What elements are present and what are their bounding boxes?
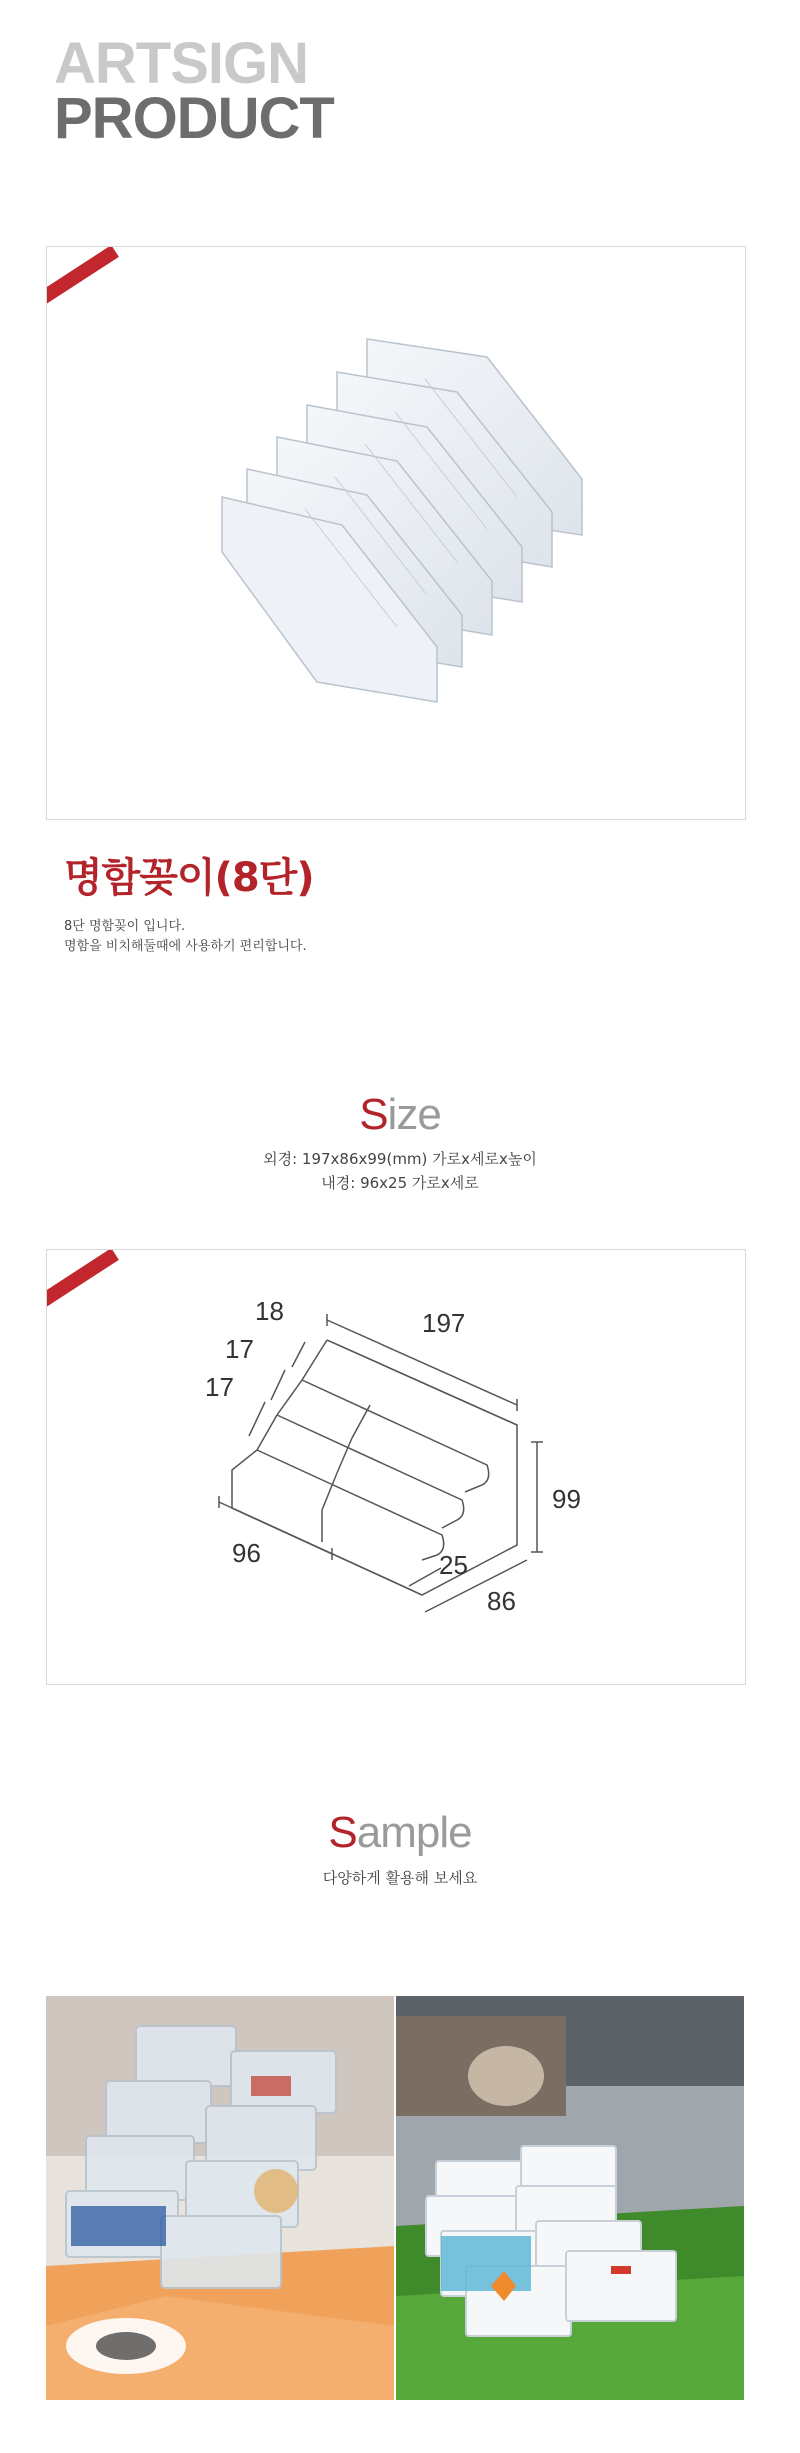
size-spec xyxy=(0,1147,800,1195)
brand-line-product: PRODUCT xyxy=(54,86,334,152)
dimension-diagram xyxy=(47,1250,745,1684)
dim-197: 197 xyxy=(422,1308,466,1338)
sample-heading xyxy=(0,1808,800,1858)
product-image xyxy=(47,247,745,819)
brand-logo xyxy=(54,31,334,152)
size-heading-rest: ize xyxy=(387,1090,441,1139)
dim-25: 25 xyxy=(439,1550,468,1580)
size-heading xyxy=(0,1090,800,1140)
dim-18: 18 xyxy=(255,1296,284,1326)
dim-96: 96 xyxy=(232,1538,261,1568)
sample-photo-left xyxy=(46,1996,394,2400)
size-inner-dimensions: 내경: 96x25 가로x세로 xyxy=(321,1174,479,1192)
description-line-1: 8단 명함꽂이 입니다. xyxy=(64,919,186,934)
product-info xyxy=(64,846,314,957)
sample-photo-right xyxy=(396,1996,744,2400)
dim-17-top: 17 xyxy=(225,1334,254,1364)
dim-99: 99 xyxy=(552,1484,581,1514)
dimension-diagram-frame xyxy=(46,1249,746,1685)
product-name: 명함꽂이(8단) xyxy=(64,855,314,901)
dim-17-bottom: 17 xyxy=(205,1372,234,1402)
product-image-frame xyxy=(46,246,746,820)
product-description xyxy=(64,917,314,957)
size-outer-dimensions: 외경: 197x86x99(mm) 가로x세로x높이 xyxy=(263,1150,537,1168)
sample-subtitle: 다양하게 활용해 보세요 xyxy=(322,1869,478,1887)
description-line-2: 명함을 비치해둘때에 사용하기 편리합니다. xyxy=(64,939,307,954)
size-heading-cap: S xyxy=(359,1090,388,1139)
dim-86: 86 xyxy=(487,1586,516,1616)
sample-heading-rest: ample xyxy=(356,1808,472,1857)
sample-heading-cap: S xyxy=(328,1808,357,1857)
brand-line-artsign: ARTSIGN xyxy=(54,31,308,96)
